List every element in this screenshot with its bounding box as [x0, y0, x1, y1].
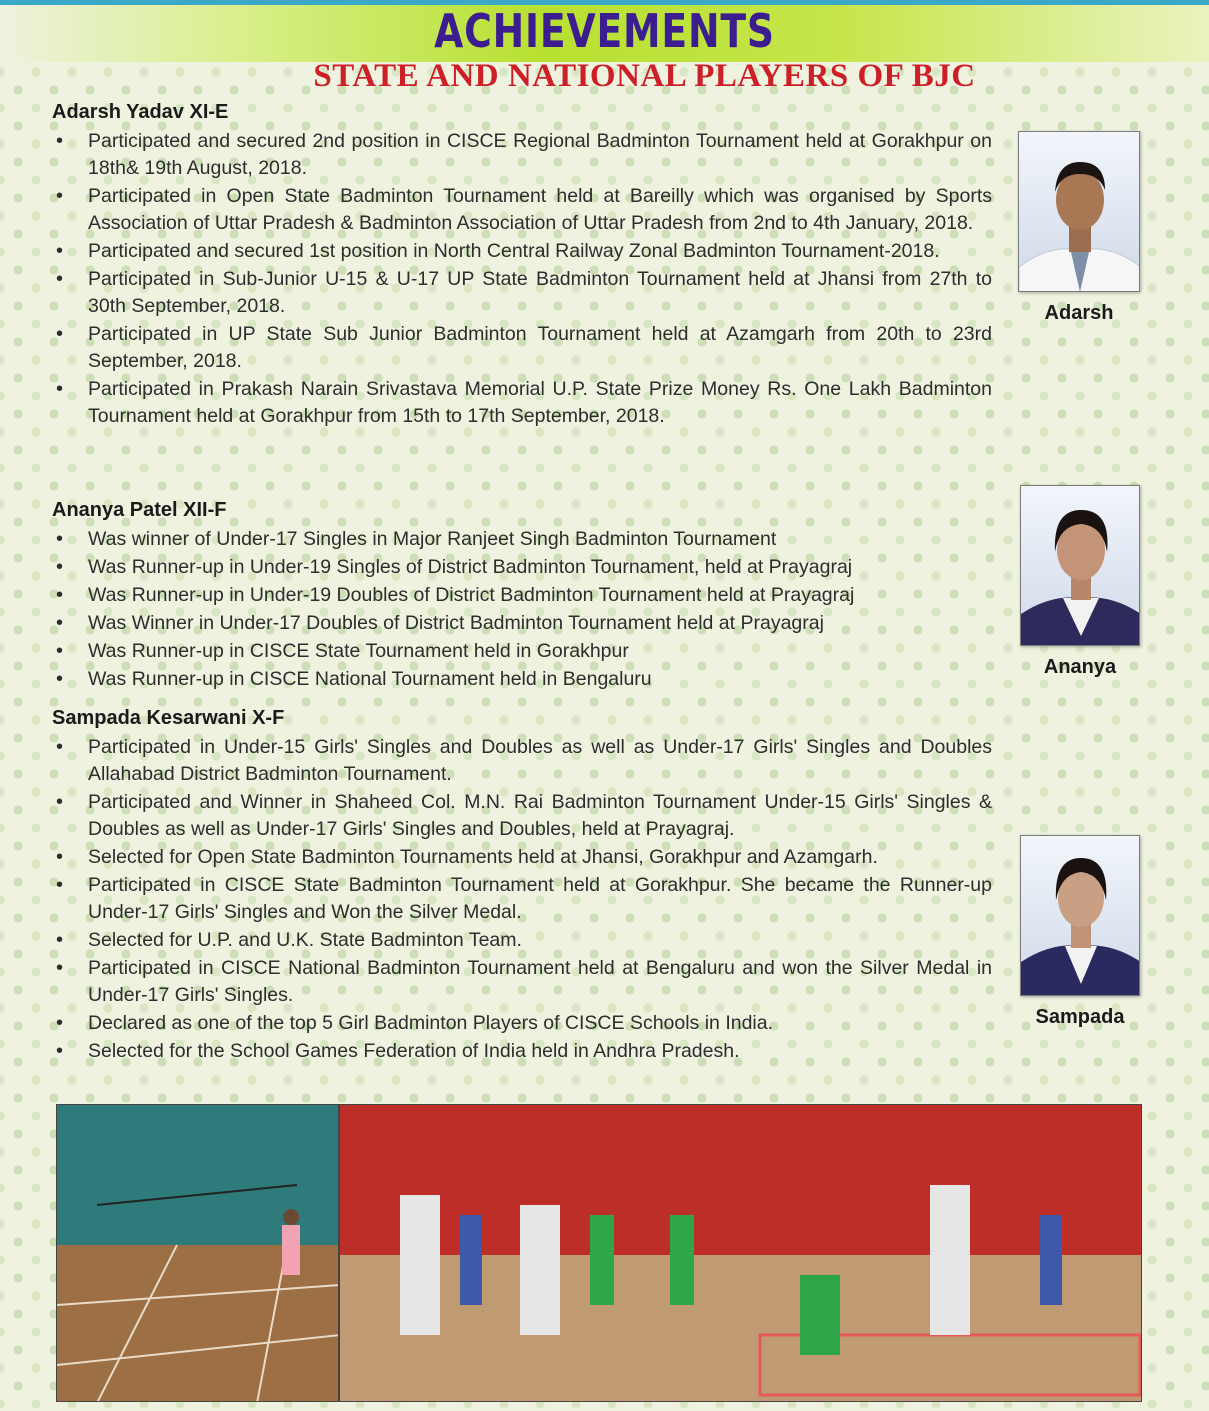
list-item: • Participated in CISCE National Badminton Tournament held at Bengaluru and won the Silver Medal in Under-17 Girls' Singles. [56, 957, 992, 1006]
list-item: • Participated in UP State Sub Junior Badminton Tournament held at Azamgarh from 20th to 23rd September, 2018. [56, 323, 992, 372]
bullet-icon: • [56, 612, 64, 634]
portrait-caption: Ananya [1043, 656, 1117, 678]
player-name: Adarsh Yadav XI-E [52, 101, 229, 123]
portrait-photo-adarsh [1018, 131, 1140, 292]
list-item: • Participated in Open State Badminton Tournament held at Bareilly which was organised by Sports Association of Uttar Pradesh & Badminton Association of Uttar Pradesh from 2nd to 4th January, 2018. [56, 185, 992, 234]
bullet-icon: • [56, 584, 64, 606]
bullet-icon: • [56, 130, 64, 152]
list-item: • Selected for the School Games Federation of India held in Andhra Pradesh. [52, 1038, 992, 1065]
list-item: • Participated in Sub-Junior U-15 & U-17 UP State Badminton Tournament held at Jhansi from 27th to 30th September, 2018. [56, 268, 992, 317]
player-section-ananya [52, 499, 992, 694]
list-item: • Participated and Winner in Shaheed Col. M.N. Rai Badminton Tournament Under-15 Girls' Singles & Doubles as well as Under-17 Girls' Singles and Doubles, held at Prayagraj. [56, 791, 992, 840]
bullet-icon: • [56, 640, 64, 662]
achievement-list [52, 128, 992, 430]
page-subtitle: STATE AND NATIONAL PLAYERS OF BJC [313, 58, 976, 94]
bullet-icon: • [56, 556, 64, 578]
list-item: • Was Winner in Under-17 Doubles of District Badminton Tournament held at Prayagraj [52, 610, 992, 637]
portrait-card-sampada [1020, 835, 1140, 1029]
portrait-caption: Sampada [1035, 1006, 1125, 1028]
bullet-icon: • [56, 1012, 64, 1034]
player-section-sampada [52, 707, 992, 1066]
person-icon [1019, 132, 1140, 292]
portrait-card-ananya [1020, 485, 1140, 679]
list-item: • Was Runner-up in Under-19 Doubles of District Badminton Tournament held at Prayagraj [52, 582, 992, 609]
player-name: Ananya Patel XII-F [52, 499, 227, 521]
bullet-icon: • [56, 957, 64, 979]
bullet-icon: • [56, 378, 64, 400]
player-name: Sampada Kesarwani X-F [52, 707, 285, 729]
list-item: • Was Runner-up in CISCE National Tournament held in Bengaluru [52, 666, 992, 693]
list-item: • Was Runner-up in Under-19 Singles of District Badminton Tournament, held at Prayagraj [52, 554, 992, 581]
list-item: • Participated in Prakash Narain Srivastava Memorial U.P. State Prize Money Rs. One Lakh Badminton Tournament held at Gorakhpur from 15th to 17th September, 2018. [56, 378, 992, 427]
portrait-photo-sampada [1020, 835, 1140, 996]
badminton-court-photo [56, 1104, 339, 1402]
list-item: • Was Runner-up in CISCE State Tournament held in Gorakhpur [52, 638, 992, 665]
list-item: • Participated in Under-15 Girls' Singles and Doubles as well as Under-17 Girls' Singles and Doubles Allahabad District Badminton Tournament. [56, 736, 992, 785]
list-item: • Declared as one of the top 5 Girl Badminton Players of CISCE Schools in India. [52, 1010, 992, 1037]
badminton-court-icon [57, 1105, 339, 1402]
bullet-icon: • [56, 874, 64, 896]
list-item: • Participated and secured 1st position in North Central Railway Zonal Badminton Tournament-2018. [52, 238, 992, 265]
person-icon [1021, 836, 1140, 996]
bullet-icon: • [56, 323, 64, 345]
achievement-list [52, 526, 992, 693]
bullet-icon: • [56, 846, 64, 868]
bullet-icon: • [56, 929, 64, 951]
bullet-icon: • [56, 528, 64, 550]
bullet-icon: • [56, 668, 64, 690]
portrait-card-adarsh [1018, 131, 1140, 325]
bullet-icon: • [56, 1040, 64, 1062]
list-item: • Participated and secured 2nd position in CISCE Regional Badminton Tournament held at Gorakhpur on 18th& 19th August, 2018. [56, 130, 992, 179]
bullet-icon: • [56, 791, 64, 813]
list-item: • Selected for U.P. and U.K. State Badminton Team. [52, 927, 992, 954]
crowd-icon [340, 1105, 1142, 1402]
group-event-photo [339, 1104, 1142, 1402]
person-icon [1021, 486, 1140, 646]
bullet-icon: • [56, 268, 64, 290]
page-title: ACHIEVEMENTS [434, 4, 775, 58]
achievement-list [52, 734, 992, 1065]
bullet-icon: • [56, 736, 64, 758]
bullet-icon: • [56, 185, 64, 207]
bullet-icon: • [56, 240, 64, 262]
list-item: • Selected for Open State Badminton Tournaments held at Jhansi, Gorakhpur and Azamgarh. [52, 844, 992, 871]
portrait-photo-ananya [1020, 485, 1140, 646]
list-item: • Participated in CISCE State Badminton Tournament held at Gorakhpur. She became the Runner-up Under-17 Girls' Singles and Won the Silver Medal. [56, 874, 992, 923]
portrait-caption: Adarsh [1044, 302, 1114, 324]
list-item: • Was winner of Under-17 Singles in Major Ranjeet Singh Badminton Tournament [52, 526, 992, 553]
player-section-adarsh [52, 101, 992, 431]
